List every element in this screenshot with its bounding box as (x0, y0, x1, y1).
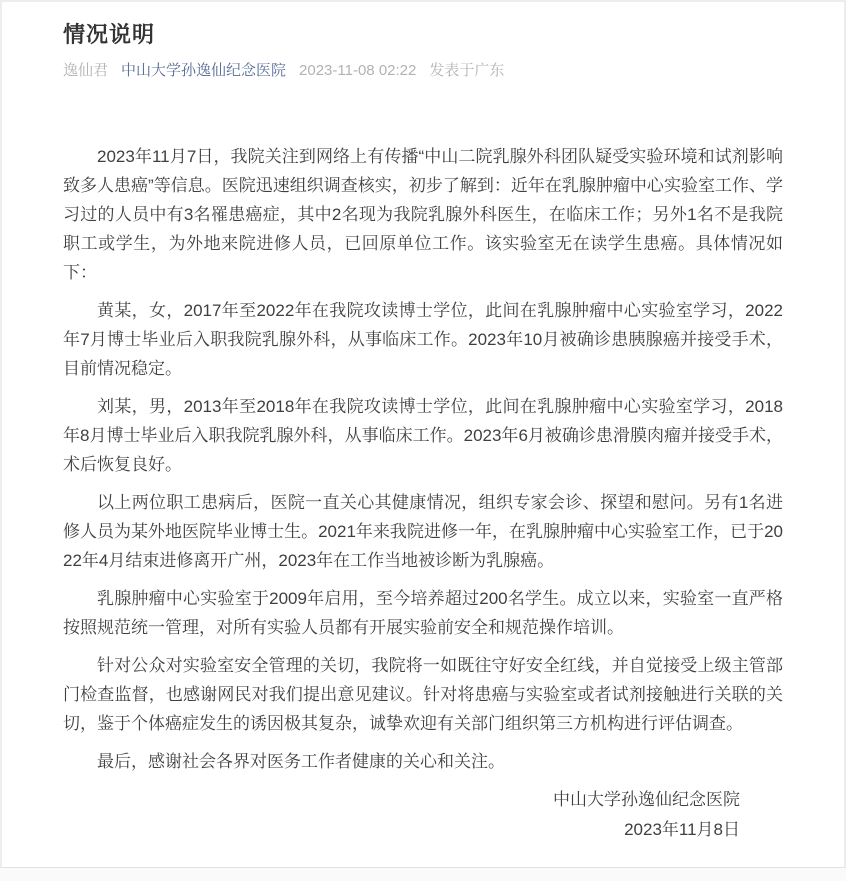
page-title: 情况说明 (63, 22, 156, 47)
paragraph: 最后，感谢社会各界对医务工作者健康的关心和关注。 (97, 752, 505, 771)
account-link[interactable]: 中山大学孙逸仙纪念医院 (121, 62, 287, 79)
signature-name: 中山大学孙逸仙纪念医院 (553, 790, 740, 809)
publish-datetime: 2023-11-08 02:22 (299, 62, 417, 79)
author-name: 逸仙君 (63, 62, 109, 79)
paragraph: 黄某，女，2017年至2022年在我院攻读博士学位，此间在乳腺肿瘤中心实验室学习，2022年7月博士毕业后入职我院乳腺外科，从事临床工作。2023年10月被确诊患胰腺癌并接受手术，目前情况稳定。 (63, 301, 783, 378)
paragraph: 2023年11月7日，我院关注到网络上有传播“中山二院乳腺外科团队疑受实验环境和试剂影响致多人患癌”等信息。医院迅速组织调查核实，初步了解到：近年在乳腺肿瘤中心实验室工作、学习过的人员中有3名罹患癌症，其中2名现为我院乳腺外科医生，在临床工作；另外1名不是我院职工或学生，为外地来院进修人员，已回原单位工作。该实验室无在读学生患癌。具体情况如下： (63, 147, 783, 282)
signature-date: 2023年11月8日 (624, 820, 740, 839)
article-body (63, 142, 783, 845)
publish-location: 发表于广东 (429, 62, 505, 79)
article-meta (63, 61, 783, 81)
paragraph: 针对公众对实验室安全管理的关切，我院将一如既往守好安全红线，并自觉接受上级主管部门检查监督，也感谢网民对我们提出意见建议。针对将患癌与实验室或者试剂接触进行关联的关切，鉴于个体癌症发生的诱因极其复杂，诚挚欢迎有关部门组织第三方机构进行评估调查。 (63, 656, 783, 733)
signature-block (63, 785, 783, 845)
article-content (2, 2, 844, 845)
paragraph: 乳腺肿瘤中心实验室于2009年启用，至今培养超过200名学生。成立以来，实验室一直严格按照规范统一管理，对所有实验人员都有开展实验前安全和规范操作培训。 (63, 589, 783, 637)
paragraph: 以上两位职工患病后，医院一直关心其健康情况，组织专家会诊、探望和慰问。另有1名进修人员为某外地医院毕业博士生。2021年来我院进修一年，在乳腺肿瘤中心实验室工作，已于2022年4月结束进修离开广州，2023年在工作当地被诊断为乳腺癌。 (63, 493, 783, 570)
paragraph: 刘某，男，2013年至2018年在我院攻读博士学位，此间在乳腺肿瘤中心实验室学习，2018年8月博士毕业后入职我院乳腺外科，从事临床工作。2023年6月被确诊患滑膜肉瘤并接受手术，术后恢复良好。 (63, 397, 783, 474)
